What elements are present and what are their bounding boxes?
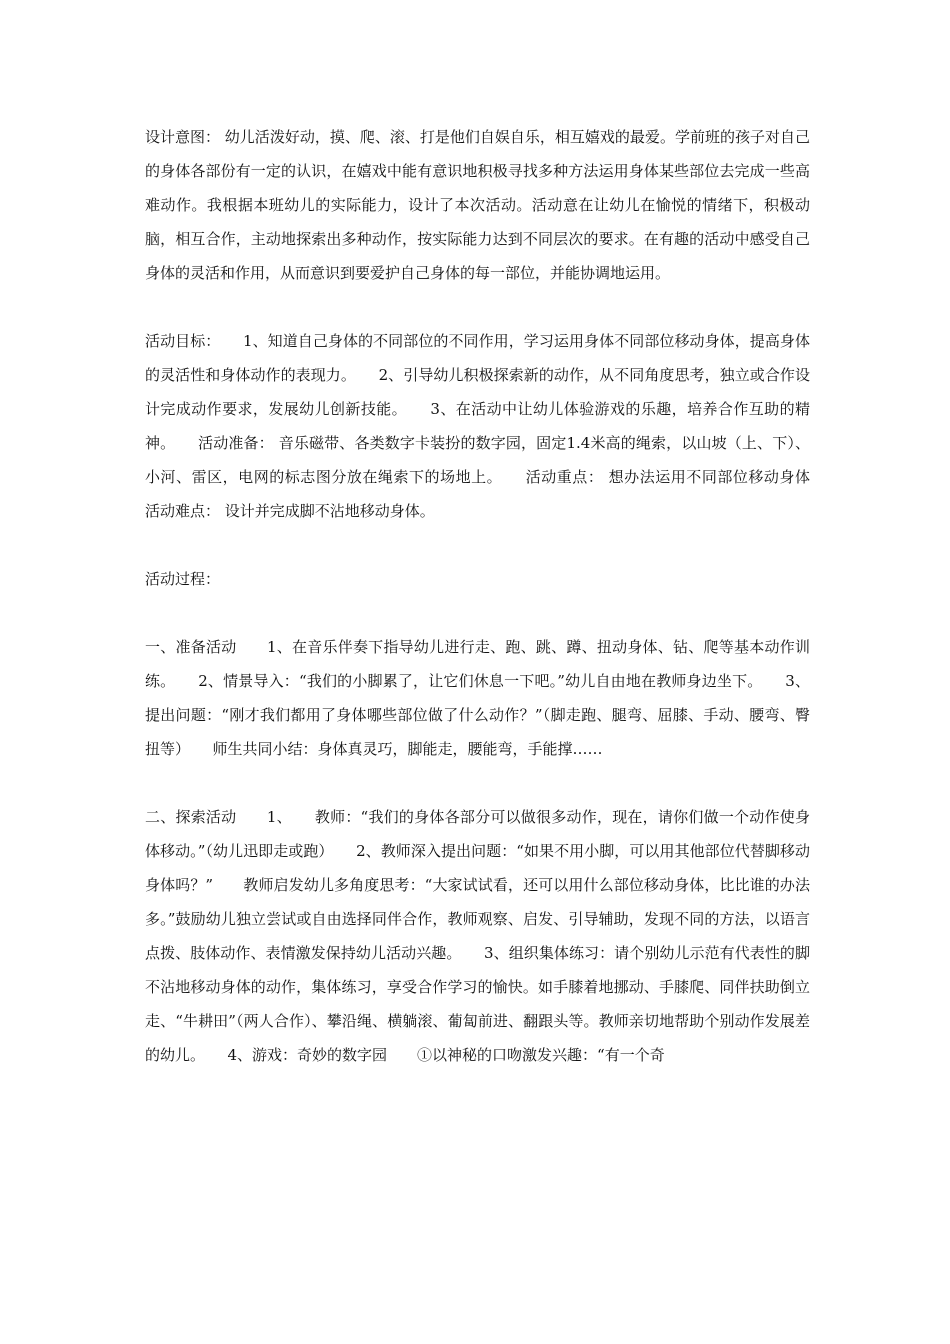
design-intent-paragraph: 设计意图： 幼儿活泼好动，摸、爬、滚、打是他们自娱自乐，相互嬉戏的最爱。学前班的孩子对自己的身体各部份有一定的认识，在嬉戏中能有意识地积极寻找多种方法运用身体某些部位去完成一些高难动作。我根据本班幼儿的实际能力，设计了本次活动。活动意在让幼儿在愉悦的情绪下，积极动脑，相互合作，主动地探索出多种动作，按实际能力达到不同层次的要求。在有趣的活动中感受自己身体的灵活和作用，从而意识到要爱护自己身体的每一部位，并能协调地运用。 (145, 128, 810, 282)
document-body (145, 120, 841, 1106)
exploration-activity-paragraph: 二、探索活动 1、 教师：“我们的身体各部分可以做很多动作，现在，请你们做一个动作使身体移动。”（幼儿迅即走或跑） 2、教师深入提出问题：“如果不用小脚，可以用其他部位代替脚移动身体吗？” 教师启发幼儿多角度思考：“大家试试看，还可以用什么部位移动身体，比比谁的办法多。”鼓励幼儿独立尝试或自由选择同伴合作，教师观察、启发、引导辅助，发现不同的方法，以语言点拨、肢体动作、表情激发保持幼儿活动兴趣。 3、组织集体练习：请个别幼儿示范有代表性的脚不沾地移动身体的动作，集体练习，享受合作学习的愉快。如手膝着地挪动、手膝爬、同伴扶助倒立走、“牛耕田”（两人合作）、攀沿绳、横躺滚、葡匐前进、翻跟头等。教师亲切地帮助个别动作发展差的幼儿。 4、游戏：奇妙的数字园 ①以神秘的口吻激发兴趣：“有一个奇 (145, 808, 810, 1064)
preparation-activity-paragraph: 一、准备活动 1、在音乐伴奏下指导幼儿进行走、跑、跳、蹲、扭动身体、钻、爬等基本动作训练。 2、情景导入：“我们的小脚累了，让它们休息一下吧。”幼儿自由地在教师身边坐下。 3、提出问题：“刚才我们都用了身体哪些部位做了什么动作？”（脚走跑、腿弯、屈膝、手动、腰弯、臀扭等） 师生共同小结：身体真灵巧，脚能走，腰能弯，手能撑…… (145, 638, 810, 758)
activity-process-heading: 活动过程： (145, 570, 221, 588)
activity-goals-paragraph: 活动目标： 1、知道自己身体的不同部位的不同作用，学习运用身体不同部位移动身体，提高身体的灵活性和身体动作的表现力。 2、引导幼儿积极探索新的动作，从不同角度思考，独立或合作设计完成动作要求，发展幼儿创新技能。 3、在活动中让幼儿体验游戏的乐趣，培养合作互助的精神。 活动准备： 音乐磁带、各类数字卡装扮的数字园，固定1.4米高的绳索，以山坡（上、下）、小河、雷区，电网的标志图分放在绳索下的场地上。 活动重点： 想办法运用不同部位移动身体 活动难点： 设计并完成脚不沾地移动身体。 (145, 332, 841, 520)
